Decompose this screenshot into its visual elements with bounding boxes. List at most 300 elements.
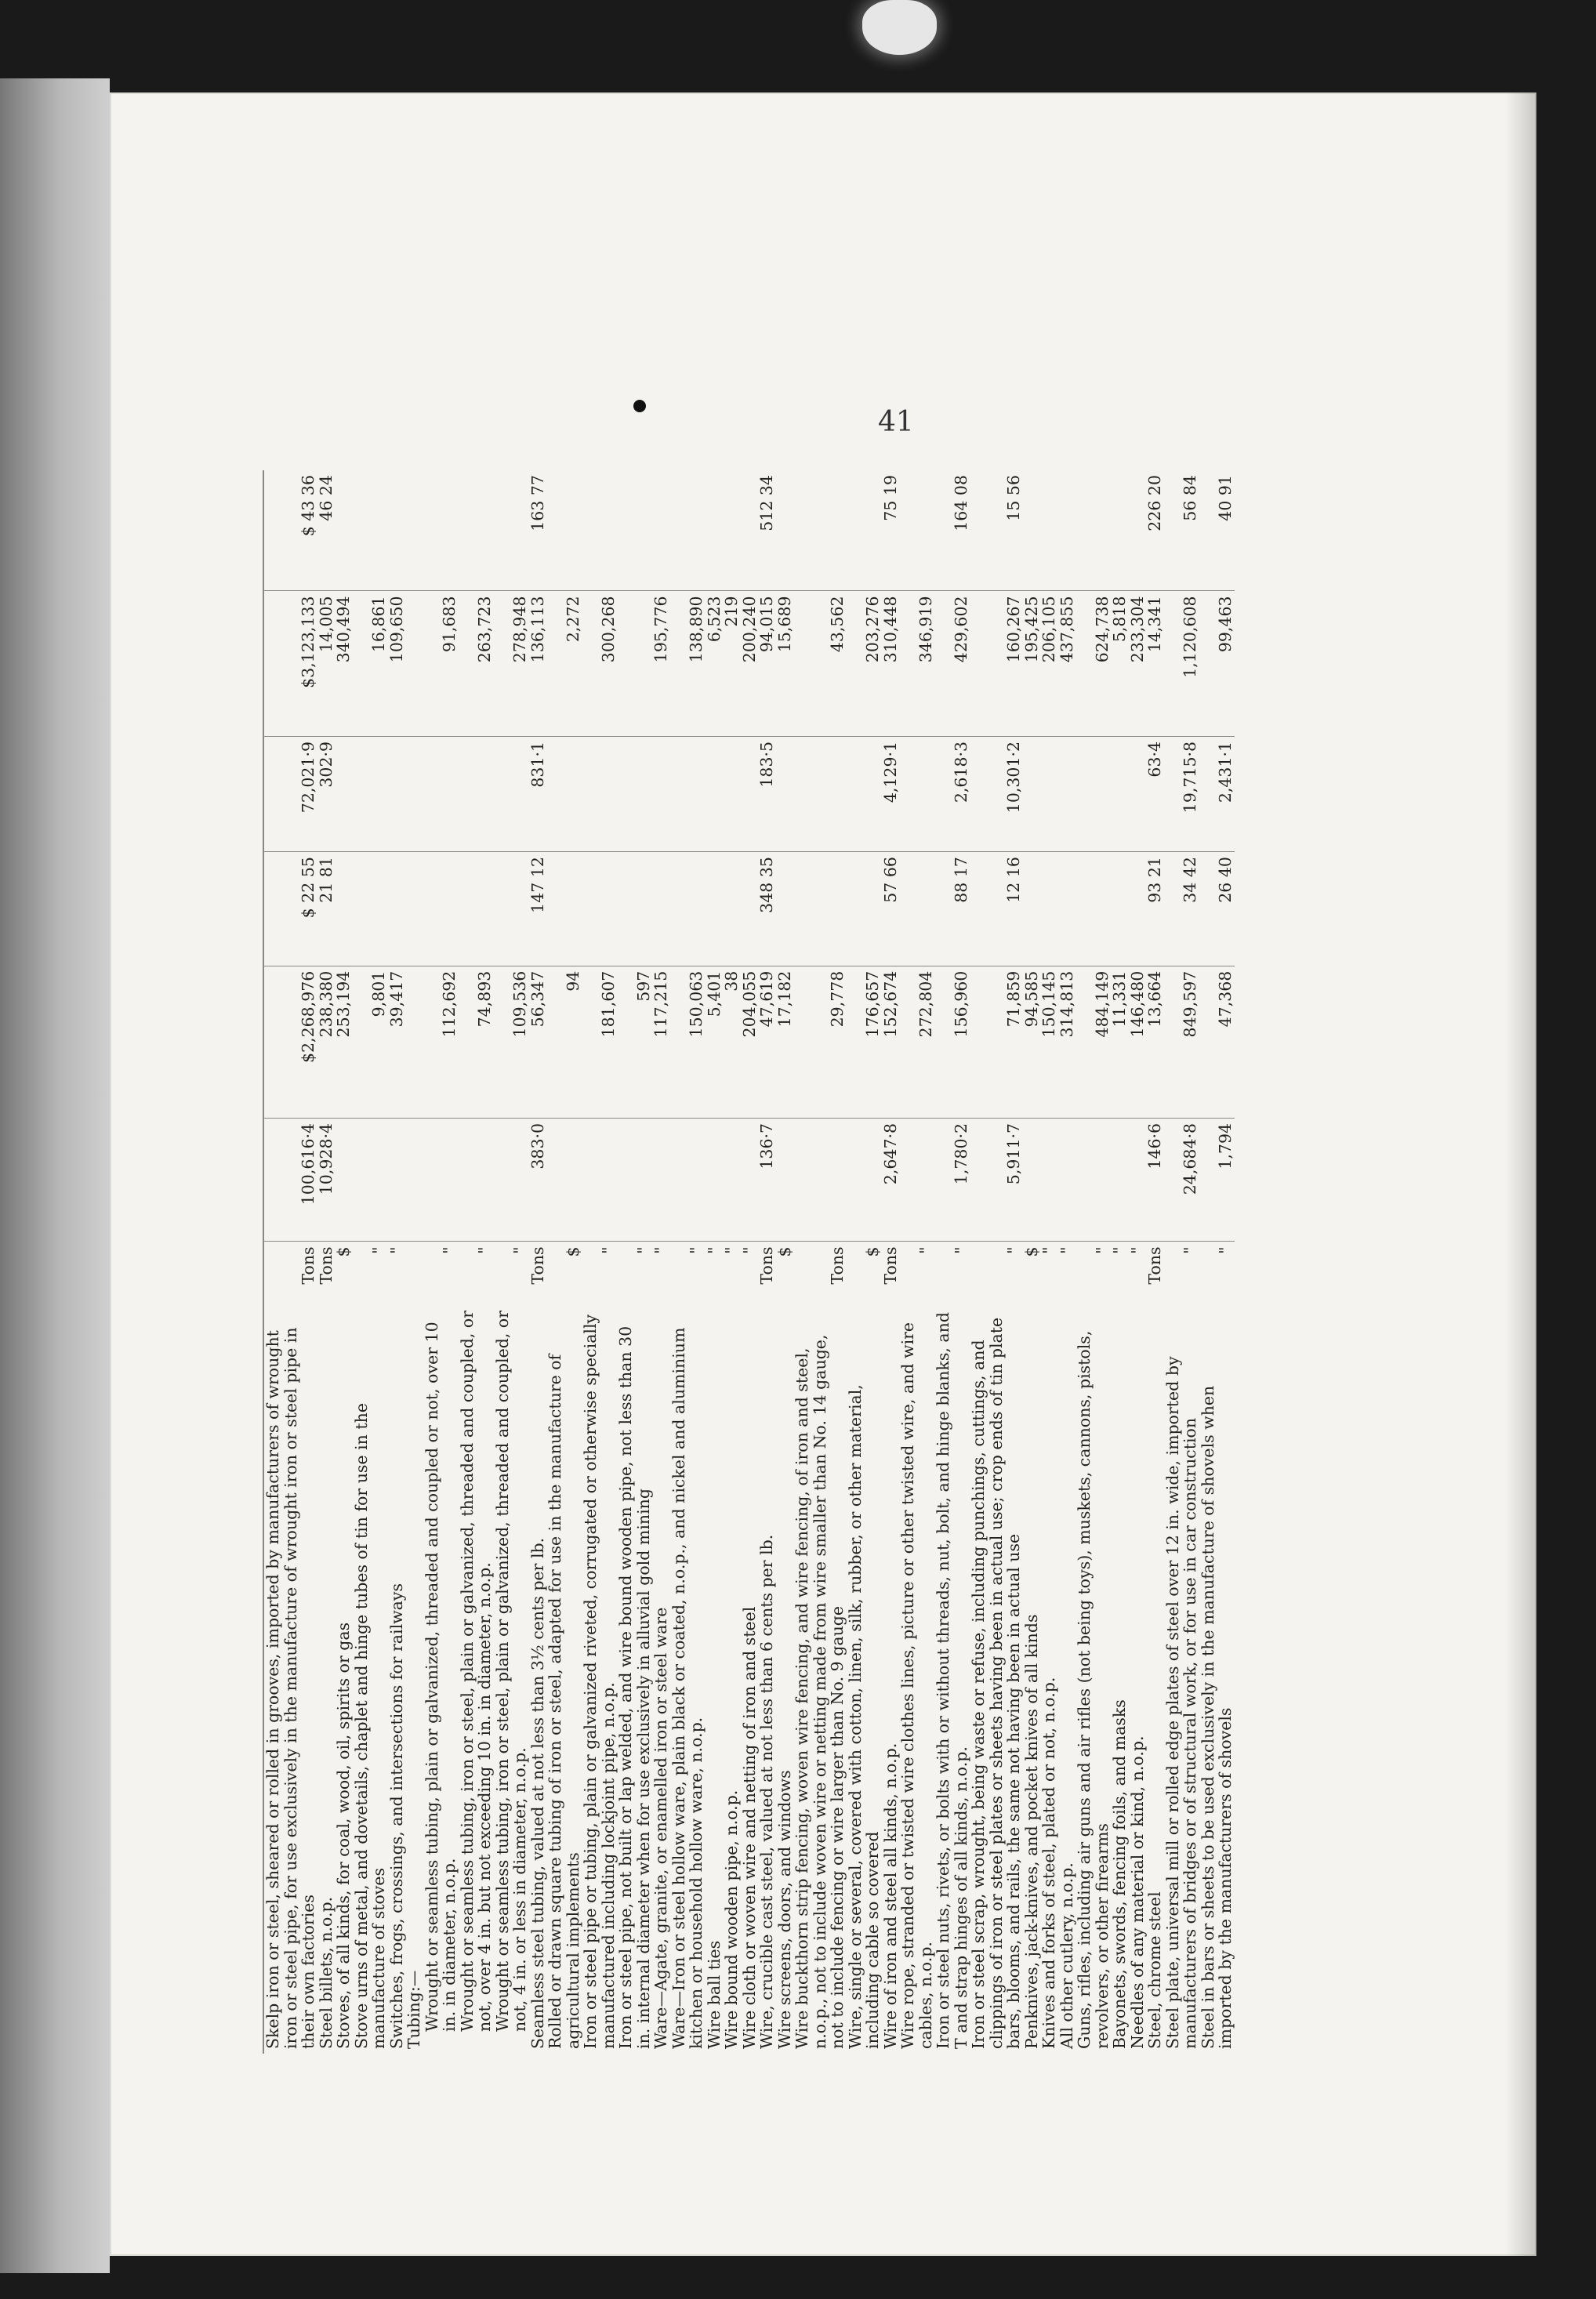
table-row bbox=[934, 470, 970, 2054]
cell-q1: 10,928·4 bbox=[317, 1118, 336, 1242]
cell-desc: All other cutlery, n.o.p. bbox=[1057, 1862, 1076, 2049]
cell-d1: 34 42 bbox=[1164, 852, 1199, 966]
cell-v2: 429,602 bbox=[934, 591, 970, 736]
cell-unit: " bbox=[1004, 1246, 1023, 1254]
cell-unit: " bbox=[1216, 1246, 1235, 1254]
cell-v2: 91,683 bbox=[423, 591, 459, 736]
cell-desc: Stoves, of all kinds, for coal, wood, oil, spirits or gas bbox=[334, 1622, 353, 2049]
cell-v2: 233,304 bbox=[1129, 591, 1147, 736]
cell-d2 bbox=[582, 470, 617, 591]
cell-d1 bbox=[405, 852, 423, 966]
cell-q1: 2,647·8 bbox=[882, 1118, 900, 1242]
cell-desc: Switches, frogs, crossings, and intersections for railways bbox=[386, 1583, 406, 2049]
cell-d1: 21 81 bbox=[317, 852, 336, 966]
cell-d2 bbox=[1023, 470, 1041, 591]
cell-d1: $ 22 55 bbox=[263, 852, 317, 966]
cell-d2: 15 56 bbox=[970, 470, 1023, 591]
cell-desc: Ware—Iron or steel hollow ware, plain black or coated, n.o.p., and nickel and aluminium kitchen or household hollow ware, n.o.p. bbox=[669, 1327, 706, 2049]
cell-v2: 5,818 bbox=[1111, 591, 1129, 736]
cell-q2 bbox=[617, 736, 652, 851]
table-row bbox=[1023, 470, 1041, 2054]
table-row bbox=[793, 470, 847, 2054]
cell-d1 bbox=[582, 852, 617, 966]
cell-desc: Needles of any material or kind, n.o.p. bbox=[1127, 1735, 1147, 2049]
cell-d1: 57 66 bbox=[882, 852, 900, 966]
cell-v1: 94 bbox=[546, 966, 582, 1118]
table-row bbox=[529, 470, 547, 2054]
table-row bbox=[706, 470, 724, 2054]
cell-v1: 9,801 bbox=[353, 966, 388, 1118]
cell-q1 bbox=[706, 1118, 724, 1242]
cell-d1 bbox=[652, 852, 670, 966]
cell-v1: 238,380 bbox=[317, 966, 336, 1118]
cell-q2 bbox=[335, 736, 353, 851]
cell-v1: 117,215 bbox=[652, 966, 670, 1118]
cell-q2 bbox=[1040, 736, 1058, 851]
cell-unit: $ bbox=[563, 1246, 582, 1257]
cell-q1: 136·7 bbox=[758, 1118, 776, 1242]
cell-desc: Iron or steel pipe or tubing, plain or galvanized riveted, corrugated or otherwise specially manufactured including lockjoint pipe, n.o.p. bbox=[581, 1314, 618, 2049]
cell-unit: " bbox=[598, 1246, 618, 1254]
cell-q1 bbox=[899, 1118, 934, 1242]
cell-v2 bbox=[617, 591, 652, 736]
cell-d2 bbox=[1129, 470, 1147, 591]
table-row bbox=[423, 470, 459, 2054]
adjacent-page-edge bbox=[0, 78, 110, 2273]
cell-q2 bbox=[459, 736, 494, 851]
cell-v1: 314,813 bbox=[1058, 966, 1076, 1118]
cell-q2 bbox=[670, 736, 706, 851]
table-row bbox=[1075, 470, 1111, 2054]
cell-d2: 512 34 bbox=[758, 470, 776, 591]
cell-v2: 14,341 bbox=[1146, 591, 1164, 736]
cell-unit: Tons bbox=[316, 1246, 336, 1285]
table-row bbox=[335, 470, 353, 2054]
table-row bbox=[1058, 470, 1076, 2054]
cell-q1 bbox=[1111, 1118, 1129, 1242]
cell-d1 bbox=[741, 852, 759, 966]
cell-d1 bbox=[670, 852, 706, 966]
cell-d1 bbox=[1040, 852, 1058, 966]
table-row bbox=[263, 470, 317, 2054]
cell-d2: $ 43 36 bbox=[263, 470, 317, 591]
table-row bbox=[670, 470, 706, 2054]
cell-q2 bbox=[793, 736, 847, 851]
cell-q2 bbox=[1023, 736, 1041, 851]
cell-q2 bbox=[1111, 736, 1129, 851]
cell-d1 bbox=[899, 852, 934, 966]
table-row bbox=[353, 470, 388, 2054]
cell-v2: 195,776 bbox=[652, 591, 670, 736]
table-row bbox=[1146, 470, 1164, 2054]
cell-d1 bbox=[776, 852, 794, 966]
cell-q2: 72,021·9 bbox=[263, 736, 317, 851]
cell-d2 bbox=[423, 470, 459, 591]
cell-d2 bbox=[1075, 470, 1111, 591]
table-row bbox=[741, 470, 759, 2054]
cell-d2 bbox=[459, 470, 494, 591]
cell-unit: " bbox=[687, 1246, 706, 1254]
cell-unit: " bbox=[739, 1246, 759, 1254]
cell-q1 bbox=[652, 1118, 670, 1242]
cell-unit: $ bbox=[774, 1246, 794, 1257]
cell-desc: Ware—Agate, granite, or enamelled iron or steel ware bbox=[651, 1607, 670, 2049]
cell-desc: Rolled or drawn square tubing of iron or steel, adapted for use in the manufacture of agricultural implements bbox=[546, 1354, 582, 2049]
cell-q1 bbox=[1023, 1118, 1041, 1242]
ink-dot bbox=[633, 400, 646, 412]
cell-v1: 152,674 bbox=[882, 966, 900, 1118]
cell-v1: 150,063 bbox=[670, 966, 706, 1118]
cell-d2 bbox=[793, 470, 847, 591]
cell-v1: 109,536 bbox=[494, 966, 529, 1118]
cell-d1 bbox=[1058, 852, 1076, 966]
cell-desc: Wrought or seamless tubing, iron or steel, plain or galvanized, threaded and coupled, or not, 4 in. or less in diameter, n.o.p. bbox=[492, 1310, 529, 2032]
cell-q2: 2,431·1 bbox=[1199, 736, 1235, 851]
cell-unit: Tons bbox=[263, 1242, 317, 1304]
cell-v2: 16,861 bbox=[353, 591, 388, 736]
cell-desc: Guns, rifles, including air guns and air rifles (not being toys), muskets, cannons, pistols, revolvers, or other firearms bbox=[1075, 1330, 1112, 2049]
cell-q1 bbox=[582, 1118, 617, 1242]
cell-v2: 203,276 bbox=[847, 591, 882, 736]
cell-d1: 88 17 bbox=[934, 852, 970, 966]
cell-q2 bbox=[546, 736, 582, 851]
cell-desc: Wire rope, stranded or twisted wire clothes lines, picture or other twisted wire, and wire cables, n.o.p. bbox=[898, 1322, 935, 2049]
cell-v2: 14,005 bbox=[317, 591, 336, 736]
cell-v1: 38 bbox=[723, 966, 741, 1118]
cell-d2 bbox=[335, 470, 353, 591]
cell-unit: Tons bbox=[757, 1246, 776, 1285]
cell-d2 bbox=[494, 470, 529, 591]
cell-d2 bbox=[723, 470, 741, 591]
cell-v2: 263,723 bbox=[459, 591, 494, 736]
cell-q2: 183·5 bbox=[758, 736, 776, 851]
cell-d2 bbox=[776, 470, 794, 591]
table-row bbox=[847, 470, 882, 2054]
cell-q2 bbox=[494, 736, 529, 851]
cell-desc: Iron or steel nuts, rivets, or bolts with or without threads, nut, bolt, and hinge blanks, and T and strap hinges of all kinds, n.o.p. bbox=[934, 1312, 970, 2049]
cell-desc: Wire screens, doors, and windows bbox=[774, 1770, 794, 2049]
cell-d1: 147 12 bbox=[529, 852, 547, 966]
table-row bbox=[388, 470, 406, 2054]
cell-unit: " bbox=[1092, 1246, 1112, 1254]
cell-unit: " bbox=[704, 1246, 724, 1254]
cell-q2: 4,129·1 bbox=[882, 736, 900, 851]
cell-q2 bbox=[388, 736, 406, 851]
cell-d1: 93 21 bbox=[1146, 852, 1164, 966]
cell-unit: Tons bbox=[528, 1246, 547, 1285]
cell-q2 bbox=[405, 736, 423, 851]
cell-q1 bbox=[847, 1118, 882, 1242]
cell-d2 bbox=[670, 470, 706, 591]
cell-d2 bbox=[388, 470, 406, 591]
cell-q1 bbox=[1058, 1118, 1076, 1242]
cell-d2 bbox=[847, 470, 882, 591]
table-row bbox=[723, 470, 741, 2054]
cell-v2: 195,425 bbox=[1023, 591, 1041, 736]
cell-v1: 849,597 bbox=[1164, 966, 1199, 1118]
cell-v2: 15,689 bbox=[776, 591, 794, 736]
cell-q2: 302·9 bbox=[317, 736, 336, 851]
cell-q2 bbox=[776, 736, 794, 851]
cell-v2: 6,523 bbox=[706, 591, 724, 736]
cell-unit: " bbox=[1127, 1246, 1147, 1254]
cell-q2 bbox=[723, 736, 741, 851]
cell-v1: 71,859 bbox=[970, 966, 1023, 1118]
table-row bbox=[582, 470, 617, 2054]
cell-desc: Iron or steel scrap, wrought, being waste or refuse, including punchings, cuttings, and clippings of iron or steel plates or sheets having been in actual use; crop ends of tin plate bars, blooms, and rails, the same not having been in actual use bbox=[969, 1317, 1023, 2049]
cell-v1: 181,607 bbox=[582, 966, 617, 1118]
cell-unit: Tons bbox=[828, 1246, 847, 1285]
cell-q2 bbox=[353, 736, 388, 851]
cell-desc: Steel plate, universal mill or rolled edge plates of steel over 12 in. wide, imported by manufacturers of bridges or of structural work, or for use in car construction bbox=[1163, 1356, 1199, 2049]
table-row bbox=[882, 470, 900, 2054]
cell-q1 bbox=[776, 1118, 794, 1242]
cell-q1: 1,780·2 bbox=[934, 1118, 970, 1242]
cell-d1 bbox=[459, 852, 494, 966]
cell-unit: " bbox=[386, 1246, 406, 1254]
cell-d1 bbox=[423, 852, 459, 966]
cell-d2: 40 91 bbox=[1199, 470, 1235, 591]
cell-q2 bbox=[582, 736, 617, 851]
cell-unit: $ bbox=[863, 1246, 882, 1257]
cell-d1: 348 35 bbox=[758, 852, 776, 966]
cell-q2: 19,715·8 bbox=[1164, 736, 1199, 851]
cell-d2: 164 08 bbox=[934, 470, 970, 591]
cell-d2: 226 20 bbox=[1146, 470, 1164, 591]
cell-q2 bbox=[847, 736, 882, 851]
cell-unit: $ bbox=[1021, 1246, 1041, 1257]
cell-v2: 340,494 bbox=[335, 591, 353, 736]
cell-desc: Stove urns of metal, and dovetails, chaplet and hinge tubes of tin for use in the manufacture of stoves bbox=[351, 1403, 388, 2049]
cell-v1: 272,804 bbox=[899, 966, 934, 1118]
cell-d1 bbox=[494, 852, 529, 966]
cell-v2: 109,650 bbox=[388, 591, 406, 736]
cell-unit: " bbox=[722, 1246, 741, 1254]
cell-desc: Wrought or seamless tubing, iron or steel, plain or galvanized, threaded and coupled, or not, over 4 in. but not exceeding 10 in. in diameter, n.o.p. bbox=[457, 1310, 494, 2032]
cell-q2 bbox=[741, 736, 759, 851]
table-row bbox=[776, 470, 794, 2054]
table-row bbox=[970, 470, 1023, 2054]
cell-v2: 2,272 bbox=[546, 591, 582, 736]
cell-q1 bbox=[405, 1118, 423, 1242]
cell-v1: $2,268,976 bbox=[263, 966, 317, 1118]
cell-d2 bbox=[706, 470, 724, 591]
cell-v1: 11,331 bbox=[1111, 966, 1129, 1118]
scan-artifact bbox=[862, 0, 937, 55]
table-row bbox=[494, 470, 529, 2054]
cell-d1 bbox=[353, 852, 388, 966]
cell-q1: 383·0 bbox=[529, 1118, 547, 1242]
cell-q2 bbox=[706, 736, 724, 851]
cell-q1 bbox=[741, 1118, 759, 1242]
table-row bbox=[652, 470, 670, 2054]
table-row bbox=[405, 470, 423, 2054]
cell-v1: 17,182 bbox=[776, 966, 794, 1118]
cell-desc: Wire buckthorn strip fencing, woven wire fencing, and wire fencing, of iron and steel, n.o.p., not to include woven wire or netting made from wire smaller than No. 14 gauge, not to include fencing or wire larger than No. 9 gauge bbox=[793, 1334, 847, 2049]
cell-desc: Iron or steel pipe, not built or lap welded, and wire bound wooden pipe, not less than 30 in. internal diameter when for use exclusively in alluvial gold mining bbox=[616, 1325, 653, 2049]
cell-d1 bbox=[1111, 852, 1129, 966]
cell-desc: Wire of iron and steel all kinds, n.o.p. bbox=[880, 1742, 900, 2049]
cell-v1: 29,778 bbox=[793, 966, 847, 1118]
cell-v2: 200,240 bbox=[741, 591, 759, 736]
cell-unit: " bbox=[1110, 1246, 1129, 1254]
cell-v1: 56,347 bbox=[529, 966, 547, 1118]
cell-d1 bbox=[1075, 852, 1111, 966]
cell-q1 bbox=[353, 1118, 388, 1242]
cell-v2: 99,463 bbox=[1199, 591, 1235, 736]
cell-unit: " bbox=[1181, 1246, 1199, 1254]
cell-desc: Steel in bars or sheets to be used exclusively in the manufacture of shovels when imported by the manufacturers of shovels bbox=[1198, 1385, 1235, 2049]
cell-q1 bbox=[459, 1118, 494, 1242]
cell-q1 bbox=[335, 1118, 353, 1242]
cell-v2: 136,113 bbox=[529, 591, 547, 736]
cell-desc: Wire ball ties bbox=[704, 1940, 724, 2049]
cell-v2: 43,562 bbox=[793, 591, 847, 736]
cell-unit: " bbox=[651, 1246, 670, 1254]
cell-v1: 47,619 bbox=[758, 966, 776, 1118]
cell-q1: 24,684·8 bbox=[1164, 1118, 1199, 1242]
cell-d1 bbox=[723, 852, 741, 966]
cell-v2: 624,738 bbox=[1075, 591, 1111, 736]
cell-d1 bbox=[1129, 852, 1147, 966]
cell-unit: " bbox=[1057, 1246, 1076, 1254]
cell-d1 bbox=[335, 852, 353, 966]
cell-q1 bbox=[546, 1118, 582, 1242]
cell-v2: 346,919 bbox=[899, 591, 934, 736]
table-row bbox=[1199, 470, 1235, 2054]
cell-q1 bbox=[1129, 1118, 1147, 1242]
cell-v1: 253,194 bbox=[335, 966, 353, 1118]
cell-unit: " bbox=[951, 1246, 970, 1254]
cell-unit: " bbox=[475, 1246, 494, 1254]
cell-d2: 75 19 bbox=[882, 470, 900, 591]
cell-desc: Knives and forks of steel, plated or not, n.o.p. bbox=[1039, 1677, 1058, 2049]
cell-d2 bbox=[899, 470, 934, 591]
cell-desc: Wire, crucible cast steel, valued at not less than 6 cents per lb. bbox=[757, 1534, 776, 2049]
table-row bbox=[1040, 470, 1058, 2054]
cell-v1: 146,480 bbox=[1129, 966, 1147, 1118]
cell-desc: Bayonets, swords, fencing foils, and masks bbox=[1110, 1699, 1129, 2049]
cell-q2 bbox=[1058, 736, 1076, 851]
cell-unit: Tons bbox=[880, 1246, 900, 1285]
table-row bbox=[899, 470, 934, 2054]
page-shadow bbox=[1505, 92, 1536, 2256]
cell-desc: Penknives, jack-knives, and pocket knives of all kinds bbox=[1021, 1614, 1041, 2049]
cell-unit: " bbox=[916, 1246, 935, 1254]
cell-q1 bbox=[670, 1118, 706, 1242]
rotated-table-container bbox=[263, 470, 1438, 2054]
cell-d1 bbox=[793, 852, 847, 966]
cell-q1 bbox=[1075, 1118, 1111, 1242]
cell-d2 bbox=[617, 470, 652, 591]
cell-desc: Wire, single or several, covered with cotton, linen, silk, rubber, or other material, including cable so covered bbox=[845, 1384, 882, 2049]
cell-v2: 300,268 bbox=[582, 591, 617, 736]
cell-q2 bbox=[1075, 736, 1111, 851]
cell-desc: Wrought or seamless tubing, plain or galvanized, threaded and coupled or not, over 10 in. in diameter, n.o.p. bbox=[422, 1322, 459, 2032]
cell-v1: 484,149 bbox=[1075, 966, 1111, 1118]
table-row bbox=[546, 470, 582, 2054]
cell-v2: 278,948 bbox=[494, 591, 529, 736]
cell-v2: 206,105 bbox=[1040, 591, 1058, 736]
cell-q1 bbox=[617, 1118, 652, 1242]
cell-d1 bbox=[1023, 852, 1041, 966]
cell-q1 bbox=[494, 1118, 529, 1242]
cell-q1 bbox=[423, 1118, 459, 1242]
cell-d1 bbox=[617, 852, 652, 966]
cell-q2: 2,618·3 bbox=[934, 736, 970, 851]
cell-q2: 831·1 bbox=[529, 736, 547, 851]
cell-d2 bbox=[546, 470, 582, 591]
cell-q2 bbox=[652, 736, 670, 851]
cell-d2: 163 77 bbox=[529, 470, 547, 591]
cell-q2: 10,301·2 bbox=[970, 736, 1023, 851]
cell-d2: 56 84 bbox=[1164, 470, 1199, 591]
cell-v1: 47,368 bbox=[1199, 966, 1235, 1118]
cell-desc: Wire cloth or woven wire and netting of iron and steel bbox=[739, 1606, 759, 2049]
cell-q1: 146·6 bbox=[1146, 1118, 1164, 1242]
table-row bbox=[317, 470, 336, 2054]
cell-unit: " bbox=[369, 1246, 388, 1254]
cell-v1: 94,585 bbox=[1023, 966, 1041, 1118]
cell-q1: 100,616·4 bbox=[263, 1118, 317, 1242]
cell-v1: 74,893 bbox=[459, 966, 494, 1118]
cell-v2: 138,890 bbox=[670, 591, 706, 736]
cell-v1 bbox=[405, 966, 423, 1118]
cell-v1: 39,417 bbox=[388, 966, 406, 1118]
cell-desc: Wire bound wooden pipe, n.o.p. bbox=[722, 1790, 741, 2049]
cell-v1: 156,960 bbox=[934, 966, 970, 1118]
cell-q1 bbox=[388, 1118, 406, 1242]
cell-d1 bbox=[546, 852, 582, 966]
cell-v1: 13,664 bbox=[1146, 966, 1164, 1118]
cell-v2: 1,120,608 bbox=[1164, 591, 1199, 736]
table-row bbox=[1164, 470, 1199, 2054]
cell-unit: Tons bbox=[1145, 1246, 1164, 1285]
cell-v1: 5,401 bbox=[706, 966, 724, 1118]
cell-q1: 5,911·7 bbox=[970, 1118, 1023, 1242]
cell-unit: " bbox=[440, 1246, 459, 1254]
cell-unit: " bbox=[1039, 1246, 1058, 1254]
cell-unit: $ bbox=[334, 1246, 353, 1257]
cell-desc: Steel billets, n.o.p. bbox=[316, 1896, 336, 2049]
cell-q1 bbox=[1040, 1118, 1058, 1242]
cell-q1 bbox=[723, 1118, 741, 1242]
cell-q2 bbox=[1129, 736, 1147, 851]
cell-d2 bbox=[741, 470, 759, 591]
cell-desc: Tubing:— bbox=[404, 1970, 423, 2049]
cell-v2: 94,015 bbox=[758, 591, 776, 736]
cell-desc: Skelp iron or steel, sheared or rolled in grooves, imported by manufacturers of wrought iron or steel pipe, for use exclusively in the manufacture of wrought iron or steel pipe in their own factories bbox=[263, 1304, 317, 2054]
cell-d1 bbox=[847, 852, 882, 966]
cell-v2: 437,855 bbox=[1058, 591, 1076, 736]
cell-unit bbox=[405, 1242, 423, 1304]
table-row bbox=[758, 470, 776, 2054]
table-row bbox=[1111, 470, 1129, 2054]
cell-d2 bbox=[405, 470, 423, 591]
cell-desc: Steel, chrome steel bbox=[1145, 1891, 1164, 2049]
cell-v1: 204,055 bbox=[741, 966, 759, 1118]
cell-v2: 160,267 bbox=[970, 591, 1023, 736]
cell-d2: 46 24 bbox=[317, 470, 336, 591]
cell-unit: " bbox=[510, 1246, 529, 1254]
cell-d1: 26 40 bbox=[1199, 852, 1235, 966]
cell-q2 bbox=[423, 736, 459, 851]
cell-desc: Seamless steel tubing, valued at not less than 3½ cents per lb. bbox=[528, 1537, 547, 2049]
cell-d2 bbox=[1058, 470, 1076, 591]
table-row bbox=[617, 470, 652, 2054]
cell-d2 bbox=[1040, 470, 1058, 591]
import-statistics-table bbox=[263, 470, 1235, 2054]
